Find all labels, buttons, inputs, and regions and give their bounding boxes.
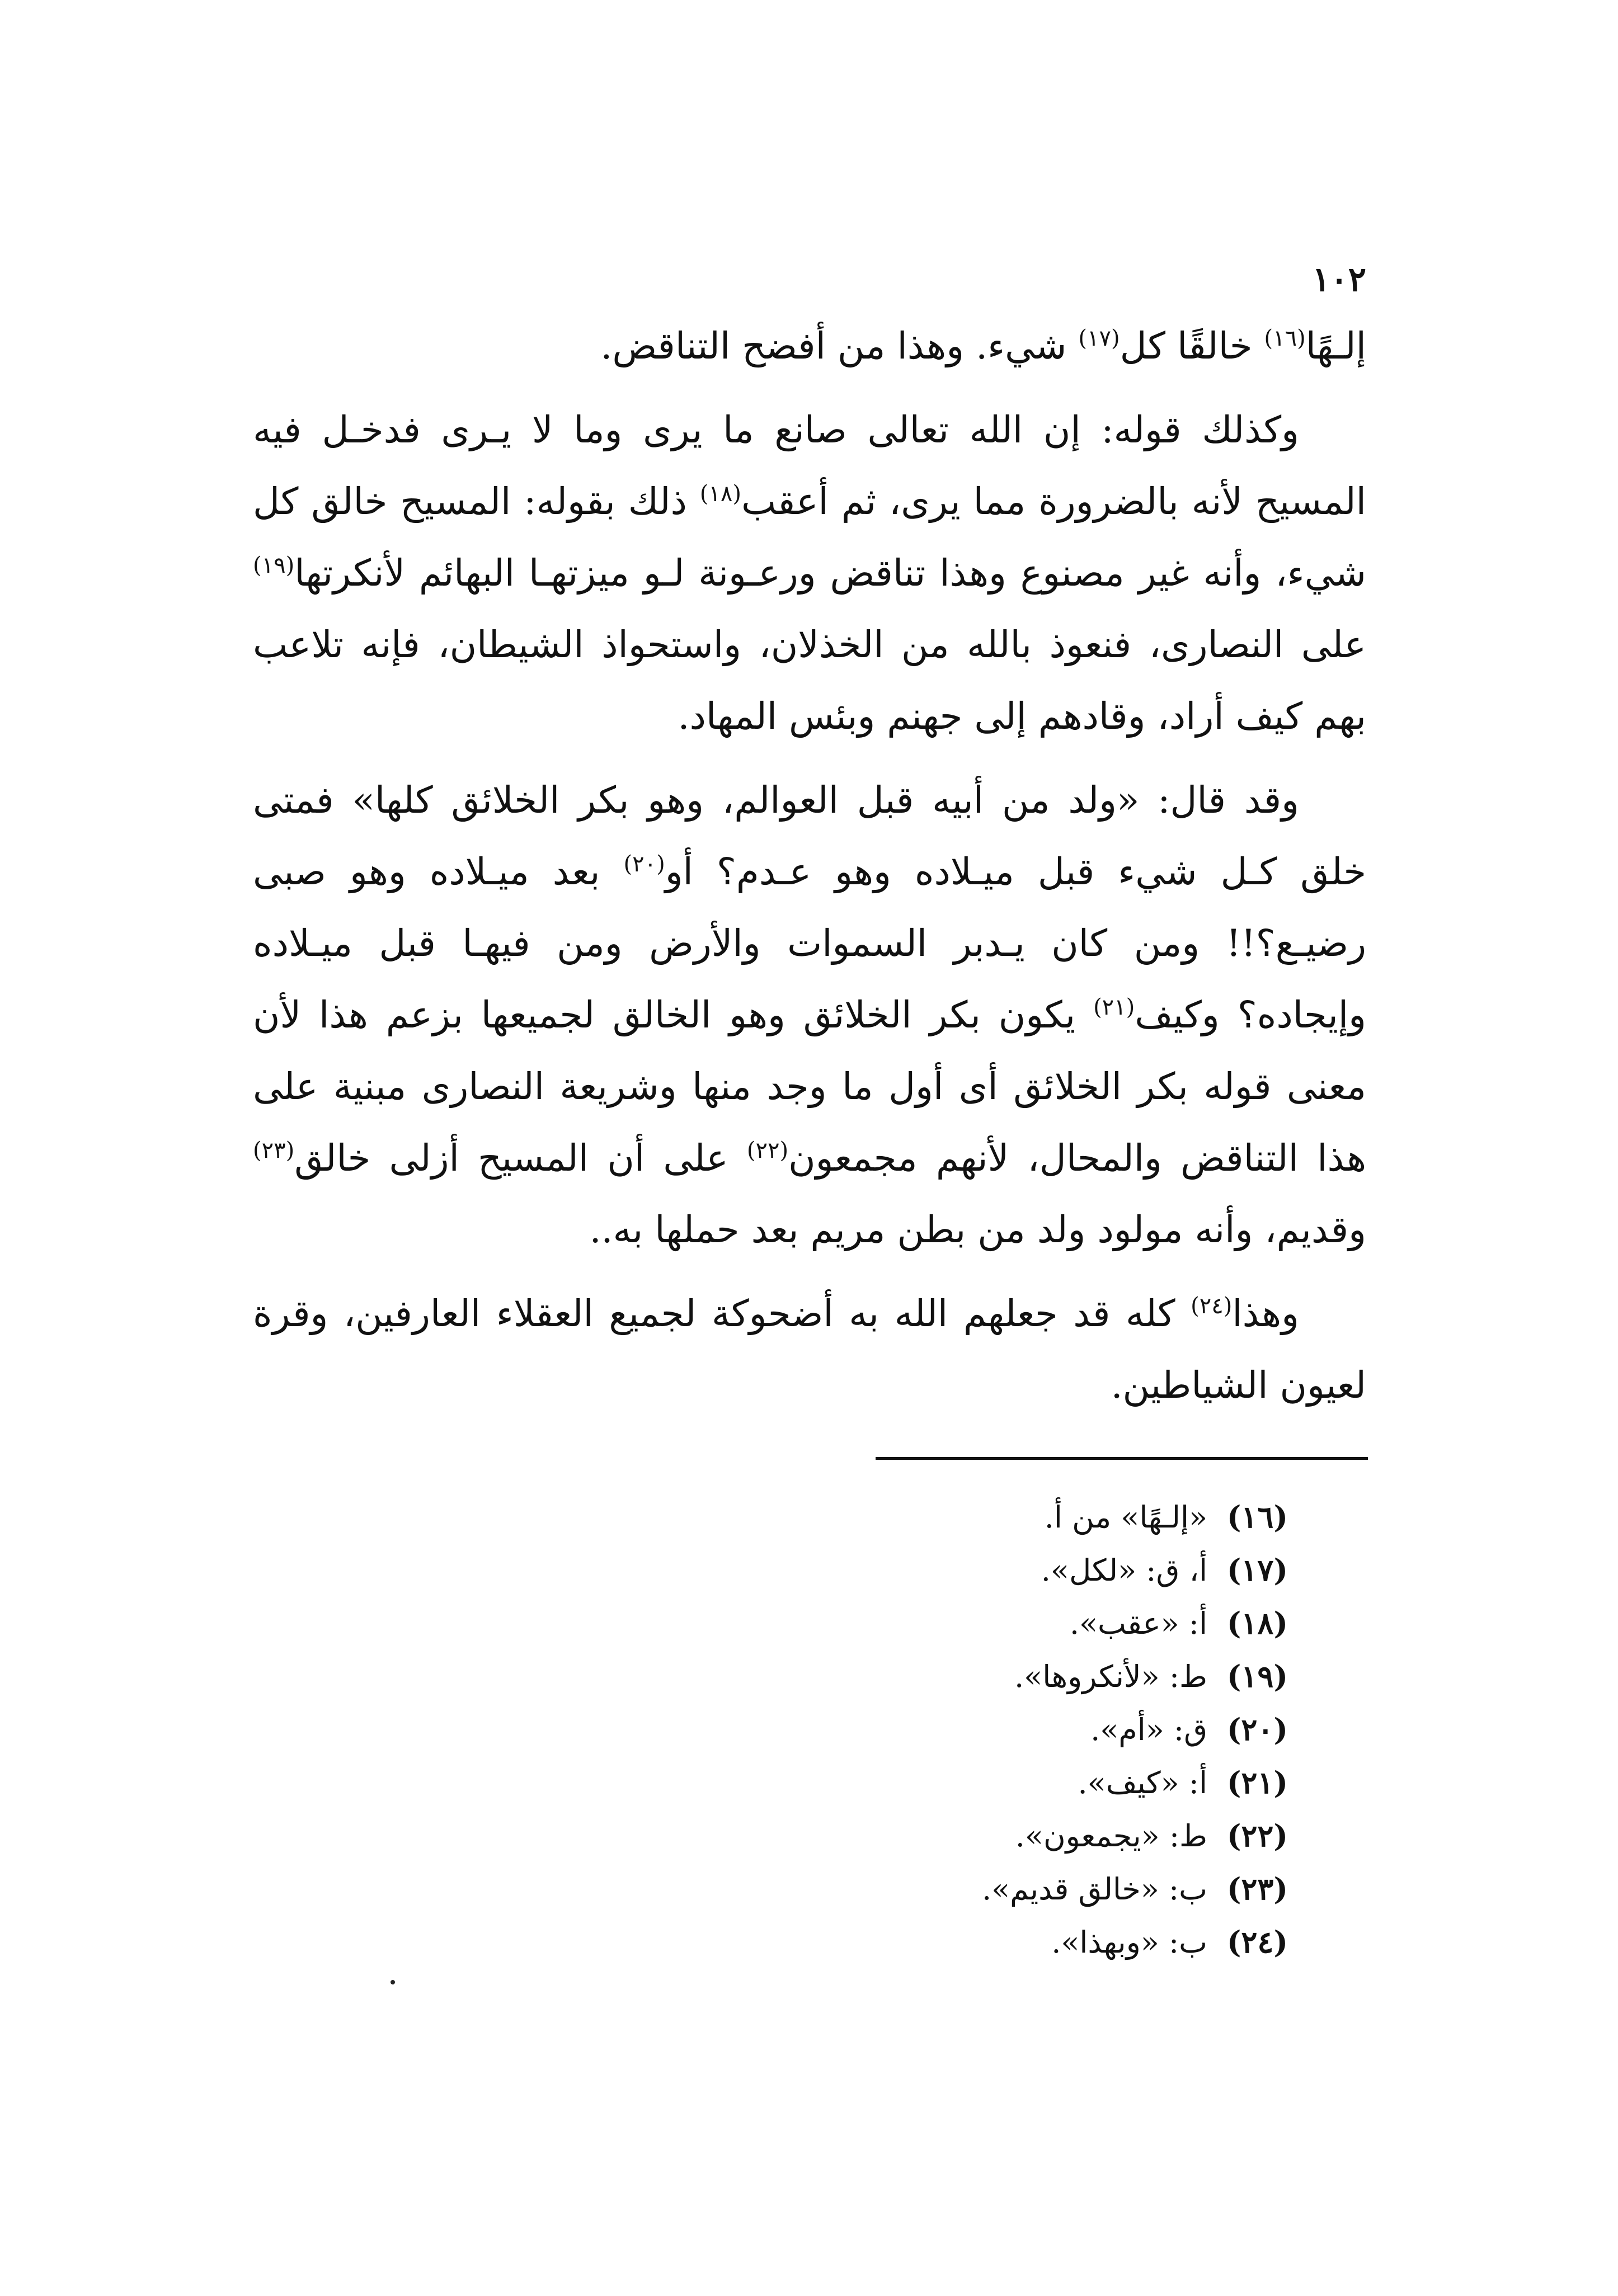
footnote-reference: (١٨) (699, 481, 741, 507)
footnote-reference: (٢٠) (623, 851, 665, 877)
paragraph-text: كله قد جعلهم الله به أضحوكة لجميع العقلاء العارفين، وقرة لعيون الشياطين. (253, 1292, 1366, 1407)
footnote-item (617, 1491, 1288, 1544)
paragraph-text: على أن المسيح أزلى خالق (294, 1137, 747, 1180)
footnote-number: (٢١) (1226, 1765, 1288, 1800)
footnote-reference: (١٩) (253, 553, 295, 578)
footnote-divider (876, 1457, 1368, 1460)
footnote-text: ب: «وبهذا». (1051, 1925, 1207, 1960)
scan-speck (391, 1980, 395, 1984)
footnote-text: ب: «خالق قديم». (981, 1871, 1207, 1907)
page-number: ١٠٢ (1312, 260, 1366, 299)
paragraph-text: إلـهًا (1305, 324, 1366, 367)
footnote-item (617, 1756, 1288, 1809)
footnote-number: (٢٣) (1226, 1871, 1288, 1907)
paragraph-text: خالقًا كل (1120, 324, 1264, 367)
footnote-number: (١٦) (1226, 1499, 1288, 1535)
footnote-text: ط: «لأنكروها». (1014, 1659, 1207, 1694)
footnote-item (617, 1544, 1288, 1597)
footnote-number: (١٩) (1226, 1658, 1288, 1694)
footnote-item (617, 1916, 1288, 1969)
paragraph-text: وكذلك قوله: إن الله تعالى صانع ما يرى وما لا يـرى فدخـل فيه المسيح لأنه بالضرورة مما يرى، ثم أعقب (253, 408, 1366, 523)
paragraph-text: بعد ميـلاده وهو صبى رضيـع؟!! ومن كان يـدبر السموات والأرض ومن فيهـا قبل ميـلاده وإيجاده؟ وكيف (253, 850, 1366, 1036)
paragraph-2 (253, 394, 1366, 752)
footnote-reference: (١٧) (1078, 326, 1120, 351)
footnote-number: (٢٤) (1226, 1924, 1288, 1960)
paragraph-1 (253, 310, 1366, 382)
footnote-text: أ: «عقب». (1069, 1606, 1207, 1641)
paragraph-text: وقد قال: «ولد من أبيه قبل العوالم، وهو بكر الخلائق كلها» فمتى خلق كـل شيء قبل ميـلاده وهو عـدم؟ أو (253, 779, 1367, 893)
footnote-item (617, 1650, 1288, 1703)
footnote-item (617, 1863, 1288, 1916)
paragraph-text: على النصارى، فنعوذ بالله من الخذلان، واستحواذ الشيطان، فإنه تلاعب بهم كيف أراد، وقادهم إلى جهنم وبئس المهاد. (253, 623, 1366, 738)
footnote-number: (٢٠) (1226, 1712, 1288, 1747)
footnote-text: أ، ق: «لكل». (1041, 1553, 1207, 1588)
footnote-reference: (٢١) (1093, 994, 1135, 1020)
paragraph-text: وهذا (1232, 1292, 1299, 1335)
footnote-reference: (١٦) (1264, 326, 1306, 351)
footnotes-list (617, 1491, 1288, 1969)
footnote-text: «إلـهًا» من أ. (1044, 1500, 1207, 1535)
footnote-number: (٢٢) (1226, 1818, 1288, 1854)
footnote-reference: (٢٢) (746, 1138, 789, 1163)
footnote-item (617, 1597, 1288, 1650)
paragraph-text: ذلك بقوله: المسيح خالق كل شيء، وأنه غير مصنوع وهذا تناقض ورعـونة لـو ميزتهـا البهائم لأنكرتها (253, 480, 1366, 595)
footnote-reference: (٢٤) (1191, 1293, 1233, 1319)
paragraph-text: وقديم، وأنه مولود ولد من بطن مريم بعد حملها به.. (589, 1208, 1366, 1251)
footnote-number: (١٧) (1226, 1552, 1288, 1588)
footnote-text: أ: «كيف». (1078, 1765, 1207, 1800)
paragraph-4 (253, 1278, 1366, 1421)
paragraph-3 (253, 765, 1366, 1266)
paragraph-text: شيء. وهذا من أفضح التناقض. (600, 324, 1079, 367)
footnote-text: ق: «أم». (1090, 1712, 1207, 1747)
footnote-item (617, 1809, 1288, 1863)
footnote-reference: (٢٣) (253, 1138, 295, 1163)
paragraph-text: يكون بكر الخلائق وهو الخالق لجميعها بزعم هذا لأن معنى قوله بكر الخلائق أى أول ما وجد منها وشريعة النصارى مبنية على هذا التناقض والمحال، لأنهم مجمعون (253, 993, 1367, 1180)
footnote-text: ط: «يجمعون». (1015, 1818, 1207, 1854)
main-text (253, 310, 1366, 1434)
footnote-item (617, 1703, 1288, 1756)
footnote-number: (١٨) (1226, 1605, 1288, 1641)
